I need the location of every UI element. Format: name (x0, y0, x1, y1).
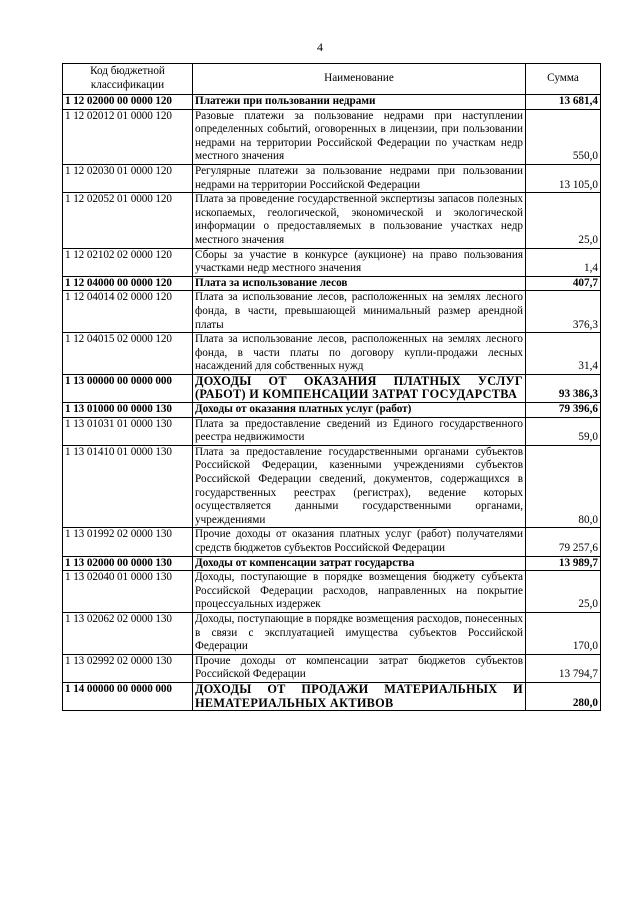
table-row (63, 654, 601, 682)
name-cell: Сборы за участие в конкурсе (аукционе) на право пользования участками недр местного значения (193, 248, 526, 276)
sum-cell: 31,4 (526, 333, 601, 375)
sum-cell: 13 989,7 (526, 556, 601, 571)
table-row (63, 556, 601, 571)
name-cell: ДОХОДЫ ОТ ОКАЗАНИЯ ПЛАТНЫХ УСЛУГ (РАБОТ) И КОМПЕНСАЦИИ ЗАТРАТ ГОСУДАРСТВА (193, 374, 526, 402)
sum-cell: 1,4 (526, 248, 601, 276)
table-row (63, 291, 601, 333)
code-cell: 1 12 04015 02 0000 120 (63, 333, 193, 375)
code-cell: 1 13 02000 00 0000 130 (63, 556, 193, 571)
table-row (63, 417, 601, 445)
code-cell: 1 12 04014 02 0000 120 (63, 291, 193, 333)
sum-cell: 376,3 (526, 291, 601, 333)
table-row (63, 276, 601, 291)
sum-cell: 170,0 (526, 612, 601, 654)
name-cell: Плата за предоставление сведений из Единого государственного реестра недвижимости (193, 417, 526, 445)
name-cell: ДОХОДЫ ОТ ПРОДАЖИ МАТЕРИАЛЬНЫХ И НЕМАТЕРИАЛЬНЫХ АКТИВОВ (193, 682, 526, 710)
name-cell: Доходы, поступающие в порядке возмещения расходов, понесенных в связи с эксплуатацией имущества субъектов Российской Федерации (193, 612, 526, 654)
name-cell: Прочие доходы от оказания платных услуг (работ) получателями средств бюджетов субъектов Российской Федерации (193, 528, 526, 556)
name-cell: Плата за использование лесов (193, 276, 526, 291)
name-cell: Доходы от компенсации затрат государства (193, 556, 526, 571)
sum-cell: 79 257,6 (526, 528, 601, 556)
header-code: Код бюджетной классификации (63, 64, 193, 95)
table-row (63, 95, 601, 110)
table-row (63, 682, 601, 710)
code-cell: 1 12 02000 00 0000 120 (63, 95, 193, 110)
table-row (63, 109, 601, 164)
sum-cell: 13 794,7 (526, 654, 601, 682)
sum-cell: 59,0 (526, 417, 601, 445)
table-header-row (63, 64, 601, 95)
sum-cell: 550,0 (526, 109, 601, 164)
name-cell: Доходы от оказания платных услуг (работ) (193, 403, 526, 418)
code-cell: 1 13 01031 01 0000 130 (63, 417, 193, 445)
name-cell: Плата за использование лесов, расположенных на землях лесного фонда, в части платы по договору купли-продажи лесных насаждений для собственных нужд (193, 333, 526, 375)
sum-cell: 25,0 (526, 193, 601, 248)
name-cell: Прочие доходы от компенсации затрат бюджетов субъектов Российской Федерации (193, 654, 526, 682)
header-sum: Сумма (526, 64, 601, 95)
code-cell: 1 12 02030 01 0000 120 (63, 164, 193, 192)
sum-cell: 79 396,6 (526, 403, 601, 418)
table-row (63, 248, 601, 276)
code-cell: 1 13 01000 00 0000 130 (63, 403, 193, 418)
sum-cell: 13 105,0 (526, 164, 601, 192)
name-cell: Плата за использование лесов, расположенных на землях лесного фонда, в части, превышающей минимальный размер арендной платы (193, 291, 526, 333)
code-cell: 1 14 00000 00 0000 000 (63, 682, 193, 710)
code-cell: 1 13 02062 02 0000 130 (63, 612, 193, 654)
name-cell: Регулярные платежи за пользование недрами при пользовании недрами на территории Российской Федерации (193, 164, 526, 192)
code-cell: 1 13 00000 00 0000 000 (63, 374, 193, 402)
name-cell: Разовые платежи за пользование недрами при наступлении определенных событий, оговоренных в лицензии, при пользовании недрами на территории Российской Федерации по участкам недр местного значения (193, 109, 526, 164)
code-cell: 1 13 02992 02 0000 130 (63, 654, 193, 682)
table-row (63, 193, 601, 248)
code-cell: 1 12 02052 01 0000 120 (63, 193, 193, 248)
code-cell: 1 12 02012 01 0000 120 (63, 109, 193, 164)
name-cell: Платежи при пользовании недрами (193, 95, 526, 110)
table-row (63, 374, 601, 402)
name-cell: Плата за проведение государственной экспертизы запасов полезных ископаемых, геологической, экономической и экологической информации о предоставляемых в пользование участках недр местного значения (193, 193, 526, 248)
name-cell: Доходы, поступающие в порядке возмещения бюджету субъекта Российской Федерации расходов, направленных на покрытие процессуальных издержек (193, 571, 526, 613)
page-number: 4 (317, 40, 323, 54)
header-name: Наименование (193, 64, 526, 95)
sum-cell: 25,0 (526, 571, 601, 613)
sum-cell: 407,7 (526, 276, 601, 291)
code-cell: 1 13 02040 01 0000 130 (63, 571, 193, 613)
code-cell: 1 13 01992 02 0000 130 (63, 528, 193, 556)
table-row (63, 164, 601, 192)
sum-cell: 13 681,4 (526, 95, 601, 110)
table-row (63, 403, 601, 418)
code-cell: 1 13 01410 01 0000 130 (63, 445, 193, 528)
table-row (63, 528, 601, 556)
sum-cell: 93 386,3 (526, 374, 601, 402)
code-cell: 1 12 04000 00 0000 120 (63, 276, 193, 291)
sum-cell: 280,0 (526, 682, 601, 710)
name-cell: Плата за предоставление государственными органами субъектов Российской Федерации, казенными учреждениями субъектов Российской Федерации сведений, документов, содержащихся в государственных реестрах (регистрах), ведение которых осуществляется данными государственными органами, учреждениями (193, 445, 526, 528)
sum-cell: 80,0 (526, 445, 601, 528)
budget-revenue-table (62, 63, 601, 711)
table-row (63, 571, 601, 613)
code-cell: 1 12 02102 02 0000 120 (63, 248, 193, 276)
table-row (63, 612, 601, 654)
table-row (63, 445, 601, 528)
table-row (63, 333, 601, 375)
